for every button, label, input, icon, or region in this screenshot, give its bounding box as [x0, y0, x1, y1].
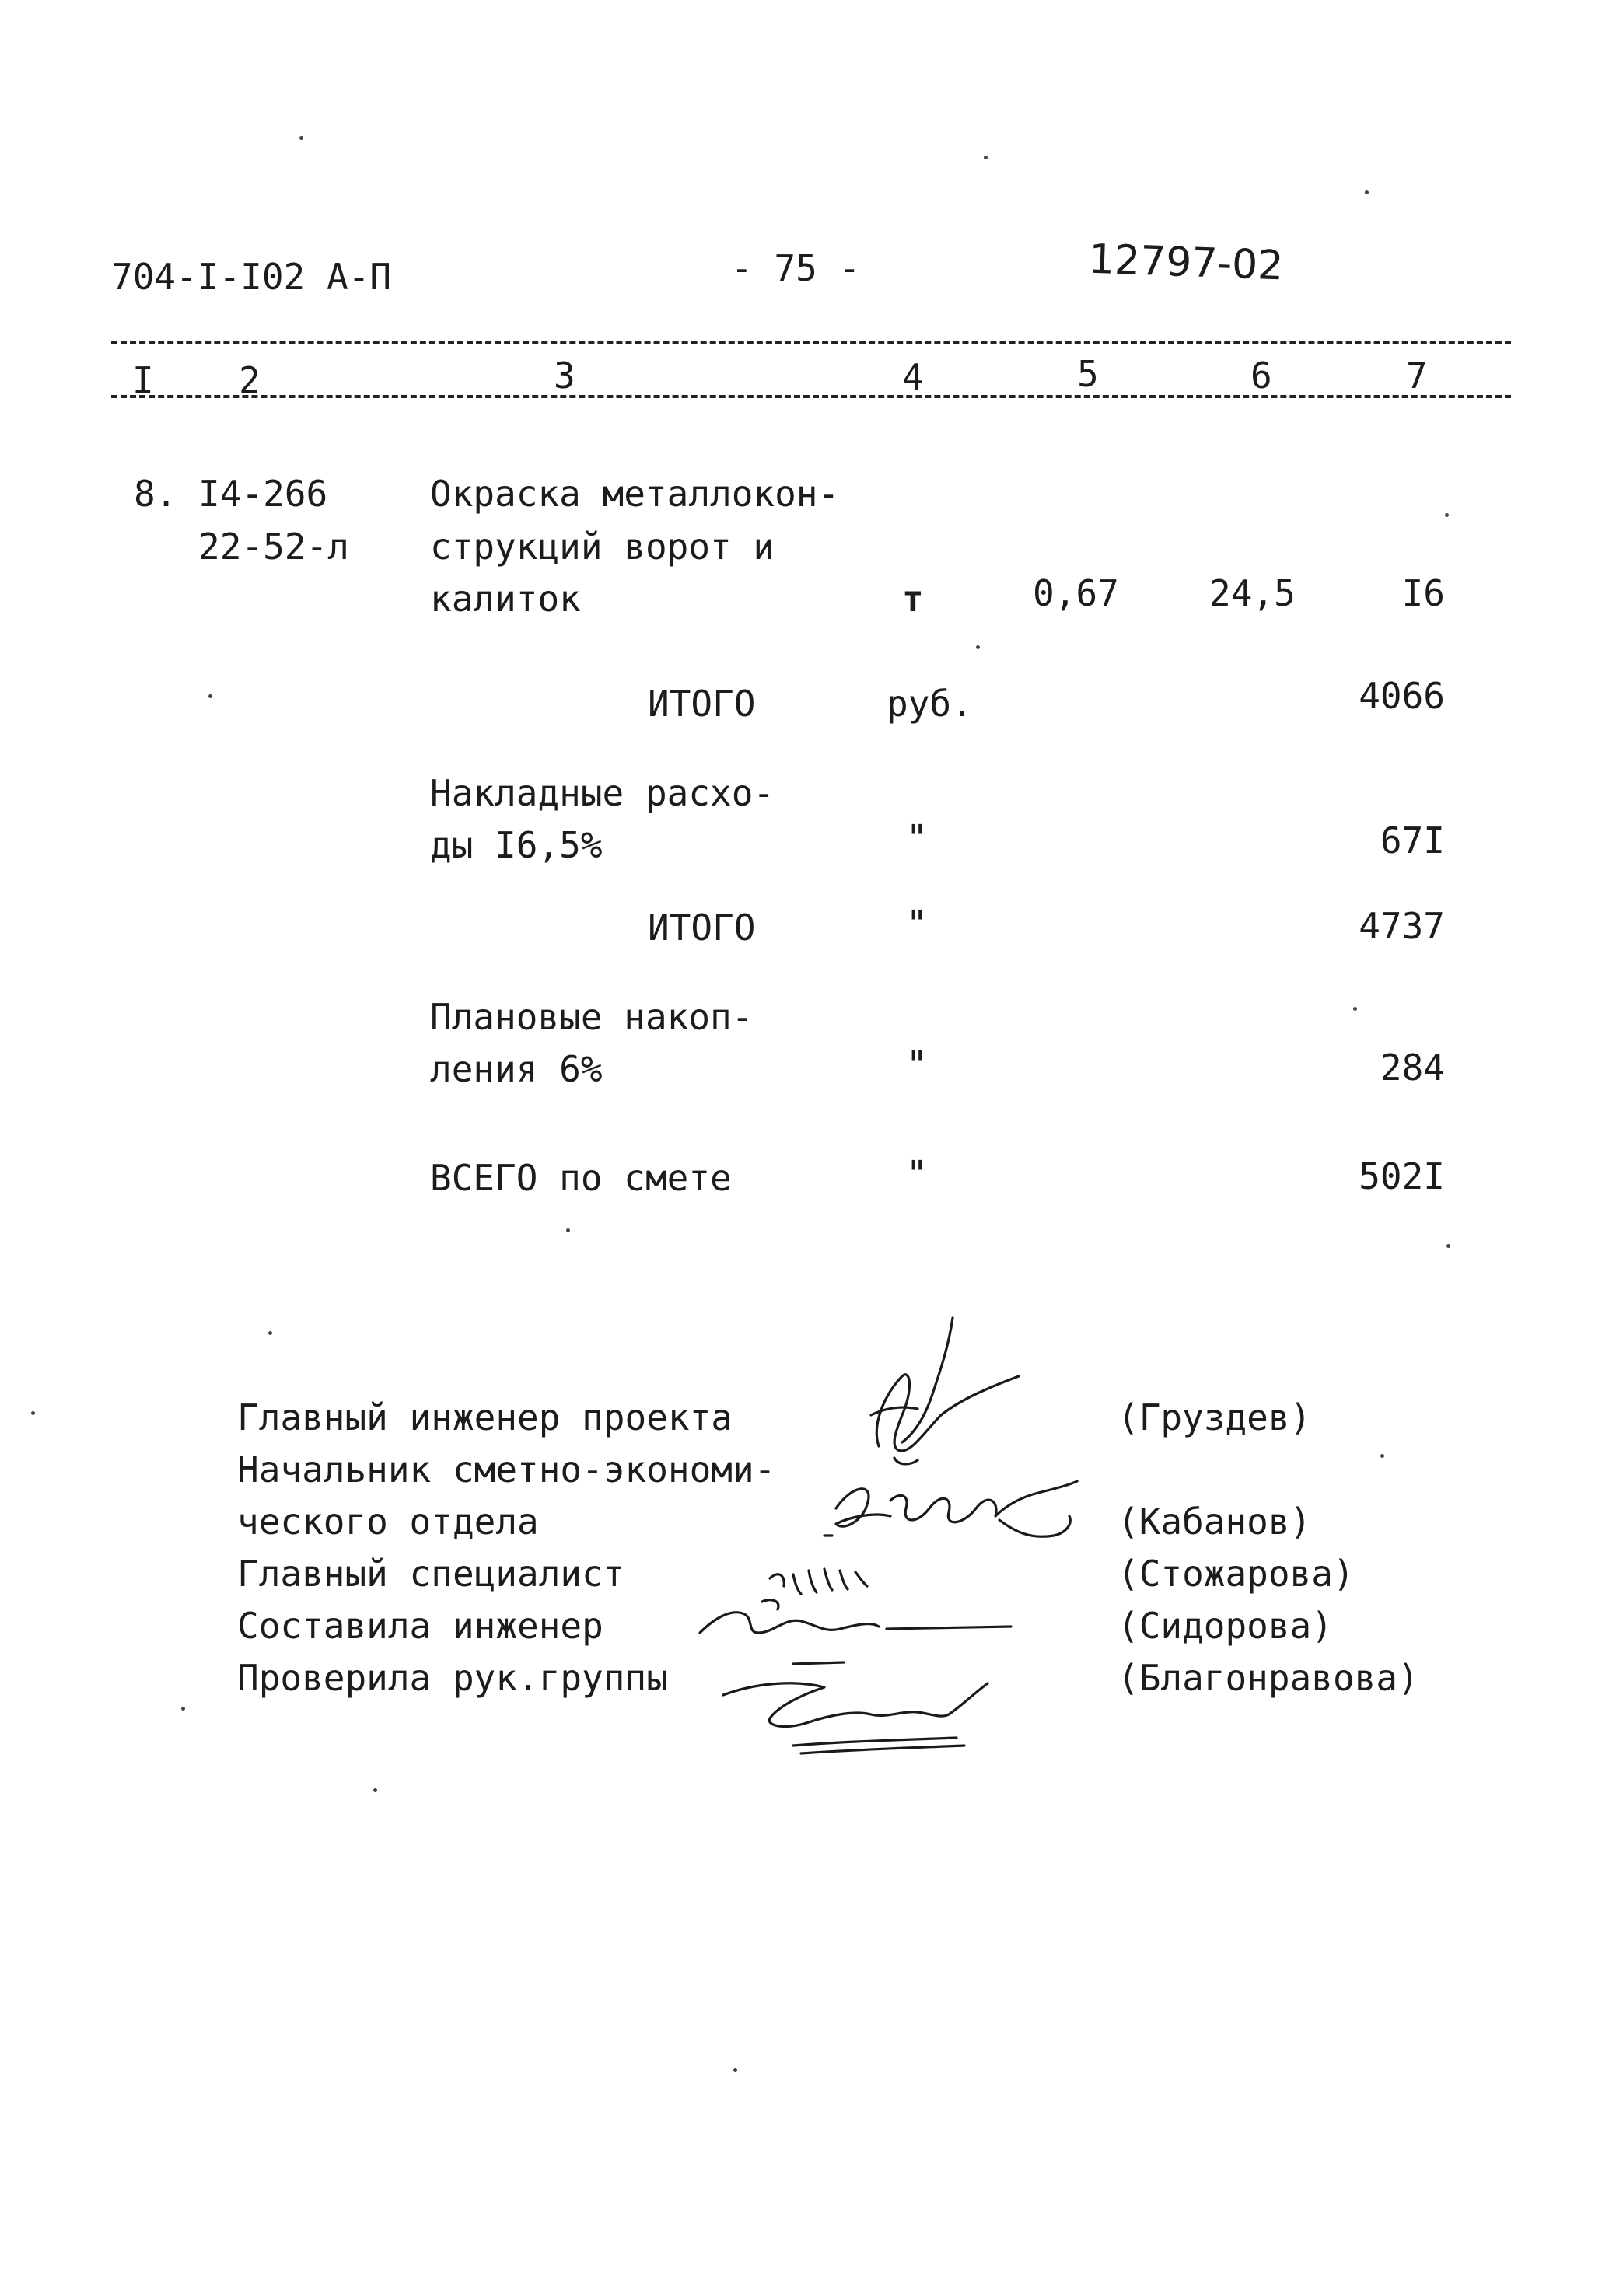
scan-speck: [208, 694, 212, 698]
planned-savings-label-line2: ления 6%: [430, 1048, 603, 1090]
item-code-line1: I4-266: [198, 473, 328, 515]
signatory-name-6: (Благонравова): [1118, 1657, 1419, 1699]
scan-speck: [1380, 1454, 1384, 1458]
signatory-name-3: (Кабанов): [1118, 1501, 1312, 1543]
signatory-name-4: (Стожарова): [1118, 1553, 1355, 1595]
column-number-5: 5: [1077, 353, 1099, 395]
grand-total-unit: ": [906, 1153, 928, 1195]
item-total: I6: [1401, 572, 1445, 614]
scan-speck: [1353, 1007, 1357, 1011]
scan-speck: [299, 136, 303, 140]
column-number-7: 7: [1406, 355, 1428, 397]
scan-speck: [373, 1788, 377, 1792]
signatory-role-3: ческого отдела: [237, 1501, 539, 1543]
signatory-role-5: Составила инженер: [237, 1605, 603, 1647]
subtotal-label: ИТОГО: [648, 683, 756, 725]
signatory-role-4: Главный специалист: [237, 1553, 625, 1595]
signatory-role-6: Проверила рук.группы: [237, 1657, 668, 1699]
signatory-name-5: (Сидорова): [1118, 1605, 1333, 1647]
item-unit-price: 24,5: [1209, 572, 1296, 614]
overhead-value: 67I: [1380, 820, 1445, 861]
scan-speck: [976, 645, 980, 649]
overhead-label-line2: ды I6,5%: [430, 824, 603, 866]
signature-department-head-icon: [820, 1462, 1085, 1555]
signatory-role-2: Начальник сметно-экономи-: [237, 1449, 776, 1490]
grand-total-label: ВСЕГО по смете: [430, 1157, 732, 1199]
item-code-line2: 22-52-л: [198, 526, 349, 568]
column-number-2: 2: [239, 359, 261, 401]
scan-speck: [31, 1411, 35, 1415]
column-number-6: 6: [1250, 355, 1272, 397]
header-rule-bottom: [111, 395, 1511, 398]
subtotal-unit: руб.: [887, 683, 973, 725]
signatory-name-1: (Груздев): [1118, 1396, 1312, 1438]
total-unit: ": [906, 903, 928, 945]
subtotal-value: 4066: [1359, 675, 1445, 717]
overhead-unit: ": [906, 817, 928, 859]
overhead-label-line1: Накладные расхо-: [430, 772, 775, 814]
item-unit: т: [902, 578, 924, 620]
item-quantity: 0,67: [1033, 572, 1119, 614]
item-number: 8.: [134, 473, 177, 515]
planned-savings-label-line1: Плановые накоп-: [430, 996, 754, 1038]
signature-chief-engineer-icon: [824, 1314, 1042, 1470]
scan-speck: [1445, 513, 1449, 517]
scan-speck: [1365, 190, 1369, 194]
header-rule-top: [111, 341, 1511, 344]
item-name-line3: калиток: [430, 578, 581, 620]
document-code: 704-I-I02 А-П: [111, 256, 392, 298]
item-name-line1: Окраска металлокон-: [430, 473, 840, 515]
total-value: 4737: [1359, 905, 1445, 947]
column-number-3: 3: [554, 355, 575, 397]
planned-savings-value: 284: [1380, 1047, 1445, 1089]
planned-savings-unit: ": [906, 1043, 928, 1085]
page-number: - 75 -: [731, 247, 861, 289]
scan-speck: [181, 1707, 185, 1711]
column-number-1: I: [132, 359, 154, 401]
scan-speck: [268, 1331, 272, 1335]
signatory-role-1: Главный инженер проекта: [237, 1396, 733, 1438]
scan-speck: [733, 2068, 737, 2072]
item-name-line2: струкций ворот и: [430, 526, 775, 568]
scan-speck: [984, 156, 988, 159]
total-label: ИТОГО: [648, 907, 756, 949]
signature-group-head-icon: [708, 1641, 1034, 1757]
signature-chief-specialist-icon: [684, 1555, 1027, 1648]
grand-total-value: 502I: [1359, 1155, 1445, 1197]
column-number-4: 4: [902, 356, 924, 398]
handwritten-number: 12797-02: [1088, 236, 1285, 290]
scan-speck: [566, 1228, 570, 1232]
scan-speck: [1446, 1244, 1450, 1248]
